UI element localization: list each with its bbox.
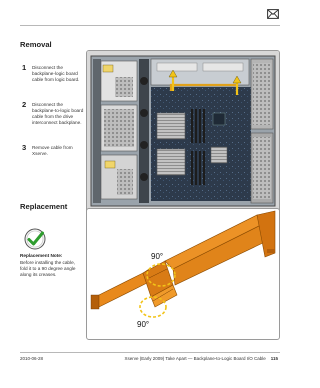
step-number: 1	[22, 63, 27, 72]
step-number: 3	[22, 143, 27, 152]
page-number: 115	[270, 356, 278, 361]
footer-doc-title: Xserve (Early 2009) Take Apart — Backplane-to-Logic Board I/O Cable	[124, 356, 266, 361]
server-interior-photo	[86, 50, 280, 216]
replacement-note-text: Before installing the cable, fold it to a 90 degree angle along its creases.	[20, 260, 76, 277]
replacement-note-title: Replacement Note:	[20, 253, 63, 258]
cable-fold-diagram	[87, 209, 279, 339]
angle-label-top: 90°	[151, 252, 164, 261]
step-number: 2	[22, 100, 27, 109]
angle-label-bottom: 90°	[137, 320, 150, 329]
header-divider	[20, 25, 280, 26]
folded-cable-illustration	[86, 208, 280, 340]
step-text: Disconnect the backplane-to-logic board cable from the drive interconnect backplane.	[32, 102, 84, 125]
footer-date: 2010-06-28	[20, 356, 44, 361]
step-text: Remove cable from Xserve.	[32, 145, 73, 156]
envelope-icon[interactable]	[267, 9, 279, 19]
step-text: Disconnect the backplane-logic board cable from logic board.	[32, 65, 80, 82]
removal-heading: Removal	[20, 40, 52, 49]
server-interior-illustration	[87, 51, 279, 215]
footer-title	[124, 356, 278, 361]
checkmark-icon	[24, 228, 46, 250]
footer-divider	[20, 352, 280, 353]
replacement-heading: Replacement	[20, 202, 68, 211]
